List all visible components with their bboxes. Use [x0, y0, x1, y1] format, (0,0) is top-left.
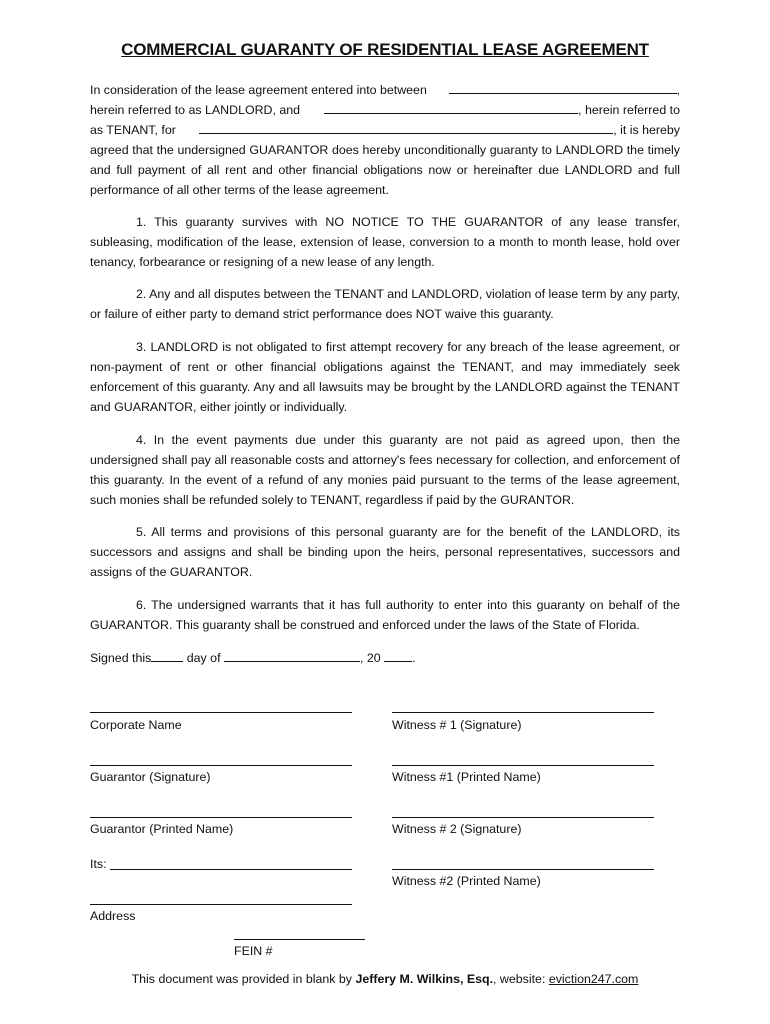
witness1-printed-line[interactable] — [392, 765, 654, 766]
tenant-name-field[interactable] — [324, 101, 578, 114]
clause-5: 5. All terms and provisions of this personal guaranty are for the benefit of the LANDLORD, its successors and assigns and shall be binding upon the heirs, personal representatives, successors and assigns of the GUARANTOR. — [90, 525, 680, 579]
premises-field[interactable] — [199, 121, 613, 134]
signed-text-d: . — [412, 651, 416, 665]
footer-mid: , website: — [493, 972, 549, 986]
clause-2: 2. Any and all disputes between the TENANT and LANDLORD, violation of lease term by any party, or failure of either party to demand strict performance does NOT waive this guaranty. — [90, 287, 680, 321]
corporate-name-label: Corporate Name — [90, 718, 182, 732]
fein-line[interactable] — [234, 939, 365, 940]
corporate-name-line[interactable] — [90, 712, 352, 713]
signed-date-line — [90, 648, 680, 668]
signed-text-c: , 20 — [359, 651, 381, 665]
its-label: Its: — [90, 857, 107, 871]
address-label: Address — [90, 909, 136, 923]
clause-3: 3. LANDLORD is not obligated to first attempt recovery for any breach of the lease agreement, or non-payment of rent or other financial obligations against the TENANT, and may immediately seek enforcement of this guaranty. Any and all lawsuits may be brought by the LANDLORD against the TENANT and GUARANTOR, either jointly or individually. — [90, 340, 680, 414]
guarantor-signature-label: Guarantor (Signature) — [90, 770, 211, 784]
signed-text-a: Signed this — [90, 651, 152, 665]
footer-website-link[interactable]: eviction247.com — [548, 972, 639, 986]
witness2-signature-label: Witness # 2 (Signature) — [392, 822, 522, 836]
witness2-printed-line[interactable] — [392, 869, 654, 870]
signed-text-b: day of — [186, 651, 221, 665]
intro-text-2: herein referred to as LANDLORD, and — [90, 103, 301, 117]
intro-line-3 — [90, 120, 680, 140]
address-line[interactable] — [90, 904, 352, 905]
its-line[interactable] — [110, 869, 352, 870]
landlord-name-field[interactable] — [449, 81, 677, 94]
footer-author: Jeffery M. Wilkins, Esq. — [355, 972, 494, 986]
intro-paragraph — [90, 80, 680, 200]
intro-text-5: , it is hereby — [613, 123, 680, 137]
witness1-signature-line[interactable] — [392, 712, 654, 713]
clause-1: 1. This guaranty survives with NO NOTICE TO THE GUARANTOR of any lease transfer, subleasing, modification of the lease, extension of lease, conversion to a month to month lease, hold over tenancy, forbearance or resigning of a new lease of any length. — [90, 215, 680, 269]
intro-line-2 — [90, 100, 680, 120]
clause-4: 4. In the event payments due under this guaranty are not paid as agreed upon, then the undersigned shall pay all reasonable costs and attorney's fees necessary for collection, and enforcement of this guaranty. In the event of a refund of any monies paid pursuant to the terms of the lease agreement, such monies shall be refunded solely to TENANT, regardless if paid by the GURANTOR. — [90, 433, 680, 507]
intro-text-3: , herein referred to — [578, 103, 680, 117]
document-footer — [0, 972, 770, 986]
signed-day-field[interactable] — [151, 649, 183, 662]
guarantor-signature-line[interactable] — [90, 765, 352, 766]
intro-text-1: In consideration of the lease agreement entered into between — [90, 83, 427, 97]
intro-line-1: In consideration of the lease agreement entered into between , — [90, 80, 680, 100]
witness2-signature-line[interactable] — [392, 817, 654, 818]
guarantor-printed-label: Guarantor (Printed Name) — [90, 822, 234, 836]
guarantor-printed-line[interactable] — [90, 817, 352, 818]
signed-year-field[interactable] — [384, 649, 412, 662]
witness1-signature-label: Witness # 1 (Signature) — [392, 718, 522, 732]
intro-text-4: as TENANT, for — [90, 123, 176, 137]
witness1-printed-label: Witness #1 (Printed Name) — [392, 770, 541, 784]
clause-6: 6. The undersigned warrants that it has full authority to enter into this guaranty on behalf of the GUARANTOR. This guaranty shall be construed and enforced under the laws of the State of Florida. — [90, 598, 680, 632]
fein-label: FEIN # — [234, 944, 273, 958]
signed-month-field[interactable] — [224, 649, 360, 662]
footer-prefix: This document was provided in blank by — [131, 972, 356, 986]
intro-text-6: agreed that the undersigned GUARANTOR does hereby unconditionally guaranty to LANDLORD the timely and full payment of all rent and other financial obligations now or hereinafter due LANDLORD and full performance of all other terms of the lease agreement. — [90, 143, 680, 197]
document-title: COMMERCIAL GUARANTY OF RESIDENTIAL LEASE AGREEMENT — [121, 40, 649, 59]
witness2-printed-label: Witness #2 (Printed Name) — [392, 874, 541, 888]
